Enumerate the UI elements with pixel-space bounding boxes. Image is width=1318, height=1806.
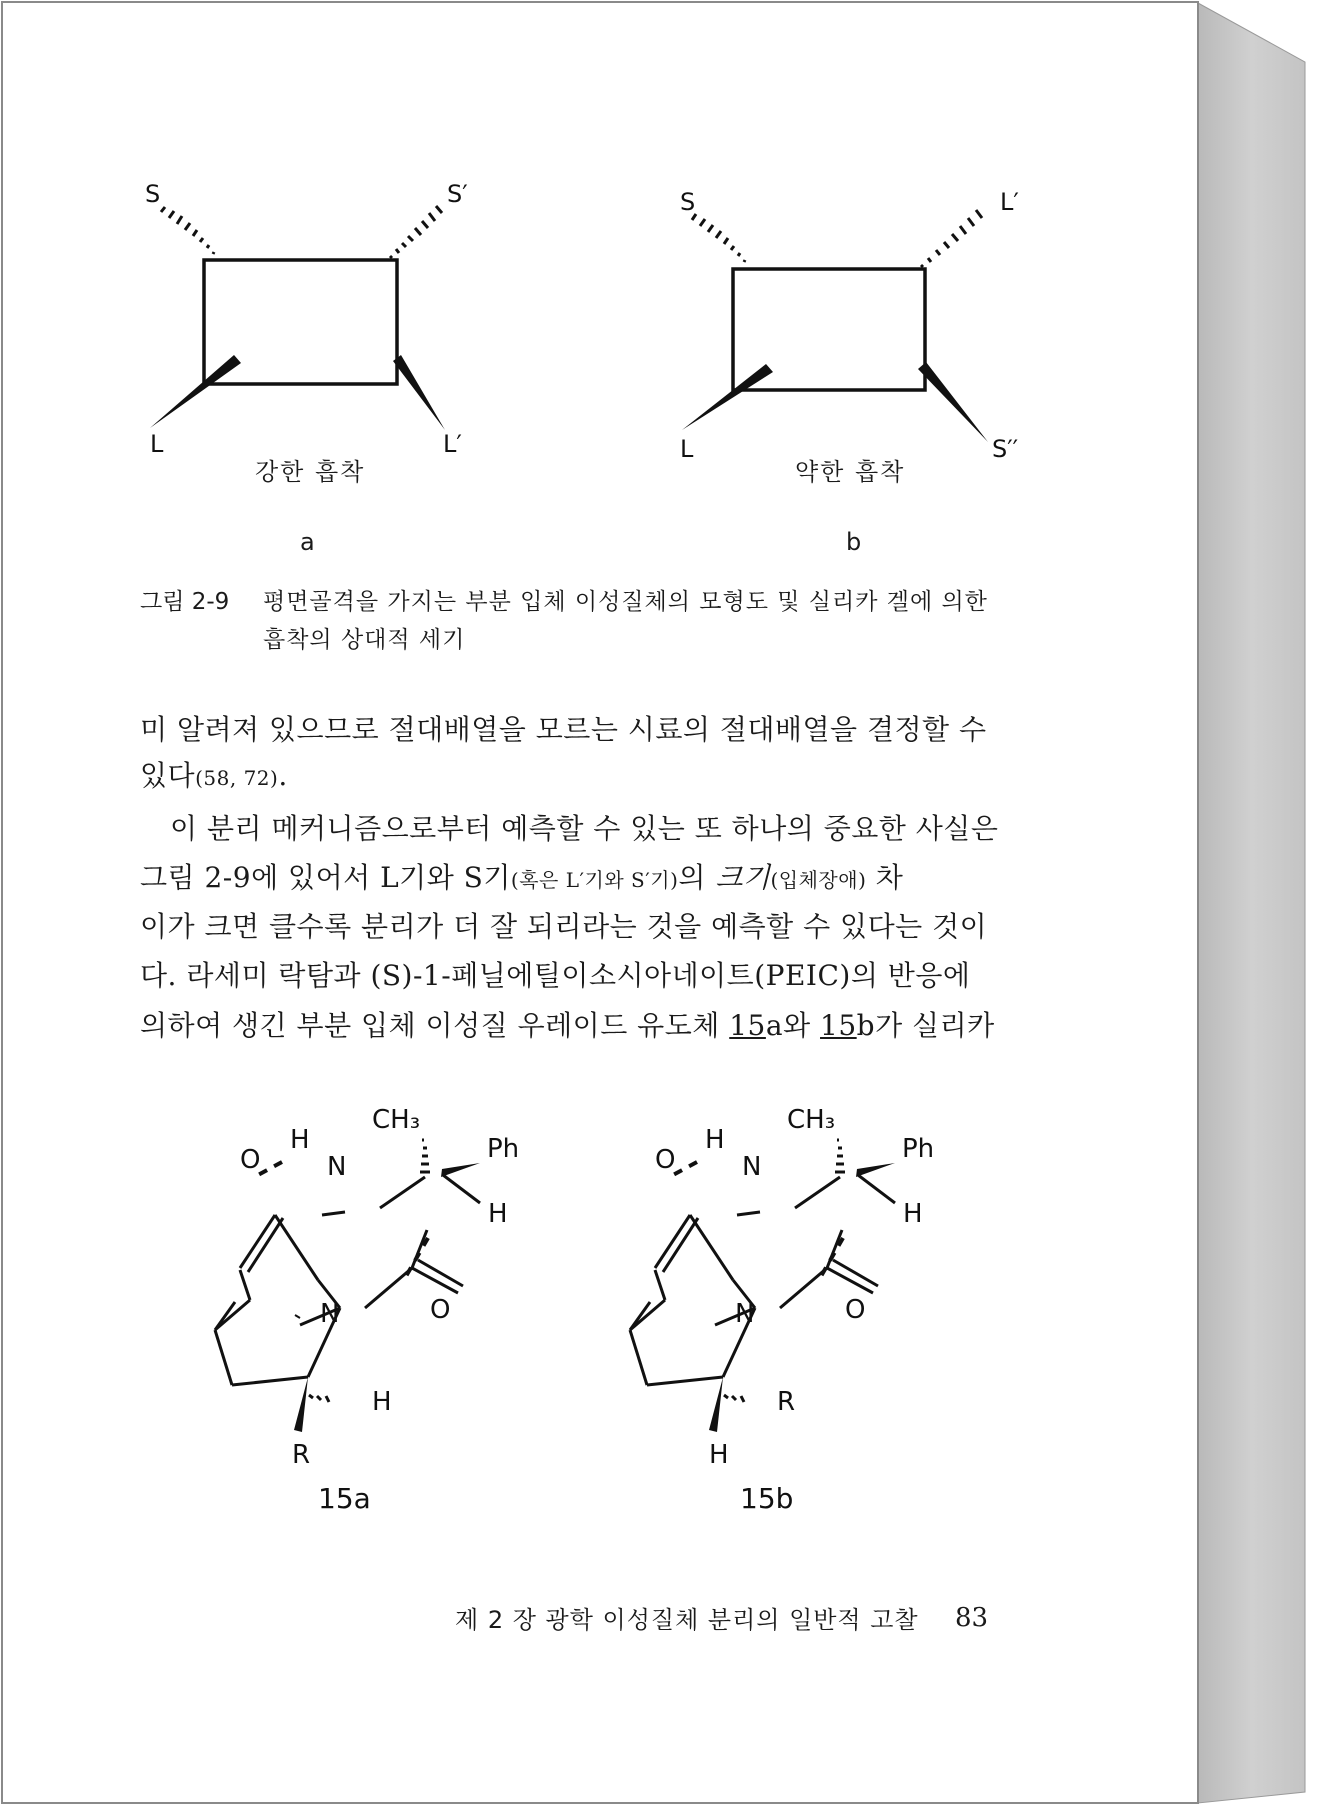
body-line-2: 있다(58, 72). xyxy=(140,759,288,792)
atom-o-carbonyl: O xyxy=(845,1295,866,1325)
label-l: L xyxy=(150,430,164,458)
book-side xyxy=(1198,3,1305,1803)
atom-h-stereo: H xyxy=(709,1440,729,1470)
caption-weak-adsorption: 약한 흡착 xyxy=(795,458,906,486)
figure-caption-label: 그림 2-9 xyxy=(140,589,230,615)
structure-15b xyxy=(615,1090,945,1510)
label-l-prime: L′ xyxy=(443,430,462,458)
panel-letter-a: a xyxy=(300,528,315,556)
group-ch3: CH₃ xyxy=(787,1105,836,1135)
group-r-stereo: R xyxy=(777,1387,796,1417)
atom-n-top: N xyxy=(327,1152,347,1182)
compound-label-15b: 15b xyxy=(740,1482,794,1510)
atom-n-top: N xyxy=(742,1152,762,1182)
body-line-5: 이가 크면 클수록 분리가 더 잘 되리라는 것을 예측할 수 있다는 것이 xyxy=(140,910,988,943)
label-s-double-prime: S′′ xyxy=(992,435,1019,463)
panel-letter-b: b xyxy=(846,528,862,556)
compound-label-15a: 15a xyxy=(318,1482,371,1510)
label-s: S xyxy=(680,188,696,216)
body-line-3: 이 분리 메커니즘으로부터 예측할 수 있는 또 하나의 중요한 사실은 xyxy=(170,812,999,845)
label-l: L xyxy=(680,435,694,463)
body-line-7: 의하여 생긴 부분 입체 이성질 우레이드 유도체 15a와 15b가 실리카 xyxy=(140,1009,995,1042)
figure-caption-line2: 흡착의 상대적 세기 xyxy=(263,627,466,653)
atom-o-left: O xyxy=(655,1145,676,1175)
label-s: S xyxy=(145,180,161,208)
atom-h-stereo: H xyxy=(372,1387,392,1417)
group-ph: Ph xyxy=(487,1134,520,1164)
running-footer: 제 2 장 광학 이성질체 분리의 일반적 고찰 xyxy=(455,1606,919,1634)
atom-h-nh: H xyxy=(290,1125,310,1155)
body-line-4: 그림 2-9에 있어서 L기와 S기(혹은 L′기와 S′기)의 크기(입체장애) 차 xyxy=(140,861,904,894)
figure-caption-line1: 평면골격을 가지는 부분 입체 이성질체의 모형도 및 실리카 겔에 의한 xyxy=(263,589,988,615)
body-line-1: 미 알려져 있으므로 절대배열을 모르는 시료의 절대배열을 결정할 수 xyxy=(140,713,987,746)
atom-h-nh: H xyxy=(705,1125,725,1155)
atom-o-carbonyl: O xyxy=(430,1295,451,1325)
figure-panel-a xyxy=(140,180,520,480)
page-number: 83 xyxy=(955,1603,989,1633)
group-r-stereo: R xyxy=(292,1440,311,1470)
atom-h-top: H xyxy=(488,1199,508,1229)
group-ch3: CH₃ xyxy=(372,1105,421,1135)
atom-n-ring: N xyxy=(320,1299,340,1329)
body-line-6: 다. 라세미 락탐과 (S)-1-페닐에틸이소시아네이트(PEIC)의 반응에 xyxy=(140,959,971,992)
structure-15a xyxy=(200,1090,530,1510)
figure-panel-b xyxy=(670,180,1040,480)
group-ph: Ph xyxy=(902,1134,935,1164)
atom-o-left: O xyxy=(240,1145,261,1175)
atom-n-ring: N xyxy=(735,1299,755,1329)
label-l-prime: L′ xyxy=(1000,188,1019,216)
caption-strong-adsorption: 강한 흡착 xyxy=(255,458,366,486)
label-s-prime: S′ xyxy=(447,180,468,208)
atom-h-top: H xyxy=(903,1199,923,1229)
